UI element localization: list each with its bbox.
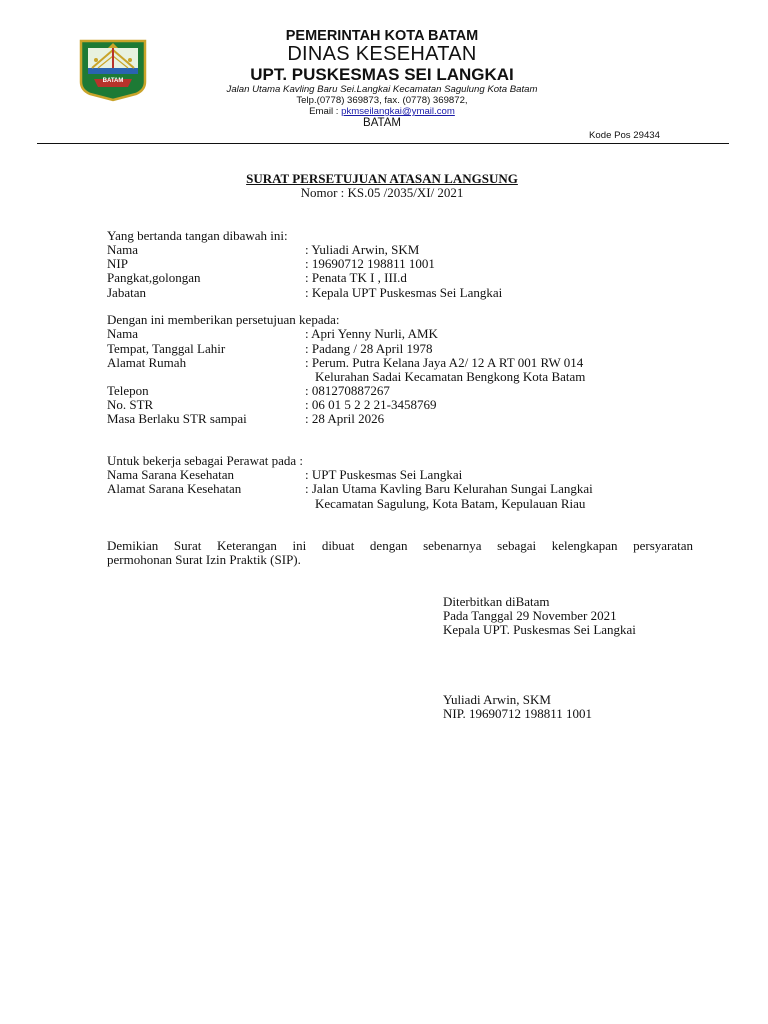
letter-title: SURAT PERSETUJUAN ATASAN LANGSUNG [246,171,518,186]
approval-address-value: : Perum. Putra Kelana Jaya A2/ 12 A RT 001 RW 014 [305,355,584,370]
header-address: Jalan Utama Kavling Baru Sei.Langkai Kecamatan Sagulung Kota Batam [226,84,538,95]
header-agency: DINAS KESEHATAN [287,43,477,65]
logo-text: BATAM [102,78,124,84]
signer-intro: Yang bertanda tangan dibawah ini: [107,228,288,243]
header-city: BATAM [363,117,401,129]
workplace-address-value: : Jalan Utama Kavling Baru Kelurahan Sungai Langkai [305,481,593,496]
header-email-line [180,106,584,117]
signer-position-label: Jabatan [107,285,146,300]
approval-phone-label: Telepon [107,383,149,398]
signer-name-label: Nama [107,242,139,257]
closing-statement-line-1: Demikian Surat Keterangan ini dibuat dengan sebenarnya sebagai kelengkapan persyaratan [107,538,693,553]
approval-str-expiry-value: : 28 April 2026 [305,411,385,426]
signer-name-value: : Yuliadi Arwin, SKM [305,242,420,257]
issued-date: Pada Tanggal 29 November 2021 [443,608,617,623]
signer-rank-value: : Penata TK I , III.d [305,270,407,285]
signer-title: Kepala UPT. Puskesmas Sei Langkai [443,622,636,637]
header-phone: Telp.(0778) 369873, fax. (0778) 369872, [296,95,468,106]
workplace-name-value: : UPT Puskesmas Sei Langkai [305,467,463,482]
signature-name: Yuliadi Arwin, SKM [443,692,551,707]
approval-name-label: Nama [107,326,139,341]
approval-birth-value: : Padang / 28 April 1978 [305,341,433,356]
workplace-address-label: Alamat Sarana Kesehatan [107,481,242,496]
approval-intro: Dengan ini memberikan persetujuan kepada: [107,312,340,327]
signature-nip: NIP. 19690712 198811 1001 [443,706,593,721]
header-government: PEMERINTAH KOTA BATAM [285,28,479,44]
approval-str-expiry-label: Masa Berlaku STR sampai [107,411,247,426]
approval-str-label: No. STR [107,397,154,412]
letter-number: Nomor : KS.05 /2035/XI/ 2021 [300,185,464,200]
email-label: Email : [309,106,342,117]
closing-statement-line-2: permohonan Surat Izin Praktik (SIP). [107,552,301,567]
batam-city-emblem-icon [78,38,148,102]
postal-code: Kode Pos 29434 [589,130,660,141]
header-divider [37,143,729,144]
approval-birth-label: Tempat, Tanggal Lahir [107,341,226,356]
approval-address-value-2: Kelurahan Sadai Kecamatan Bengkong Kota Batam [315,369,586,384]
signer-nip-value: : 19690712 198811 1001 [305,256,435,271]
approval-address-label: Alamat Rumah [107,355,187,370]
approval-str-value: : 06 01 5 2 2 21-3458769 [305,397,437,412]
signer-position-value: : Kepala UPT Puskesmas Sei Langkai [305,285,503,300]
signer-nip-label: NIP [107,256,128,271]
workplace-intro: Untuk bekerja sebagai Perawat pada : [107,453,304,468]
approval-phone-value: : 081270887267 [305,383,390,398]
email-link[interactable]: pkmseilangkai@ymail.com [341,106,455,117]
approval-name-value: : Apri Yenny Nurli, AMK [305,326,438,341]
header-unit: UPT. PUSKESMAS SEI LANGKAI [250,65,514,84]
issued-place: Diterbitkan diBatam [443,594,550,609]
workplace-name-label: Nama Sarana Kesehatan [107,467,235,482]
signer-rank-label: Pangkat,golongan [107,270,201,285]
workplace-address-value-2: Kecamatan Sagulung, Kota Batam, Kepulauan Riau [315,496,586,511]
